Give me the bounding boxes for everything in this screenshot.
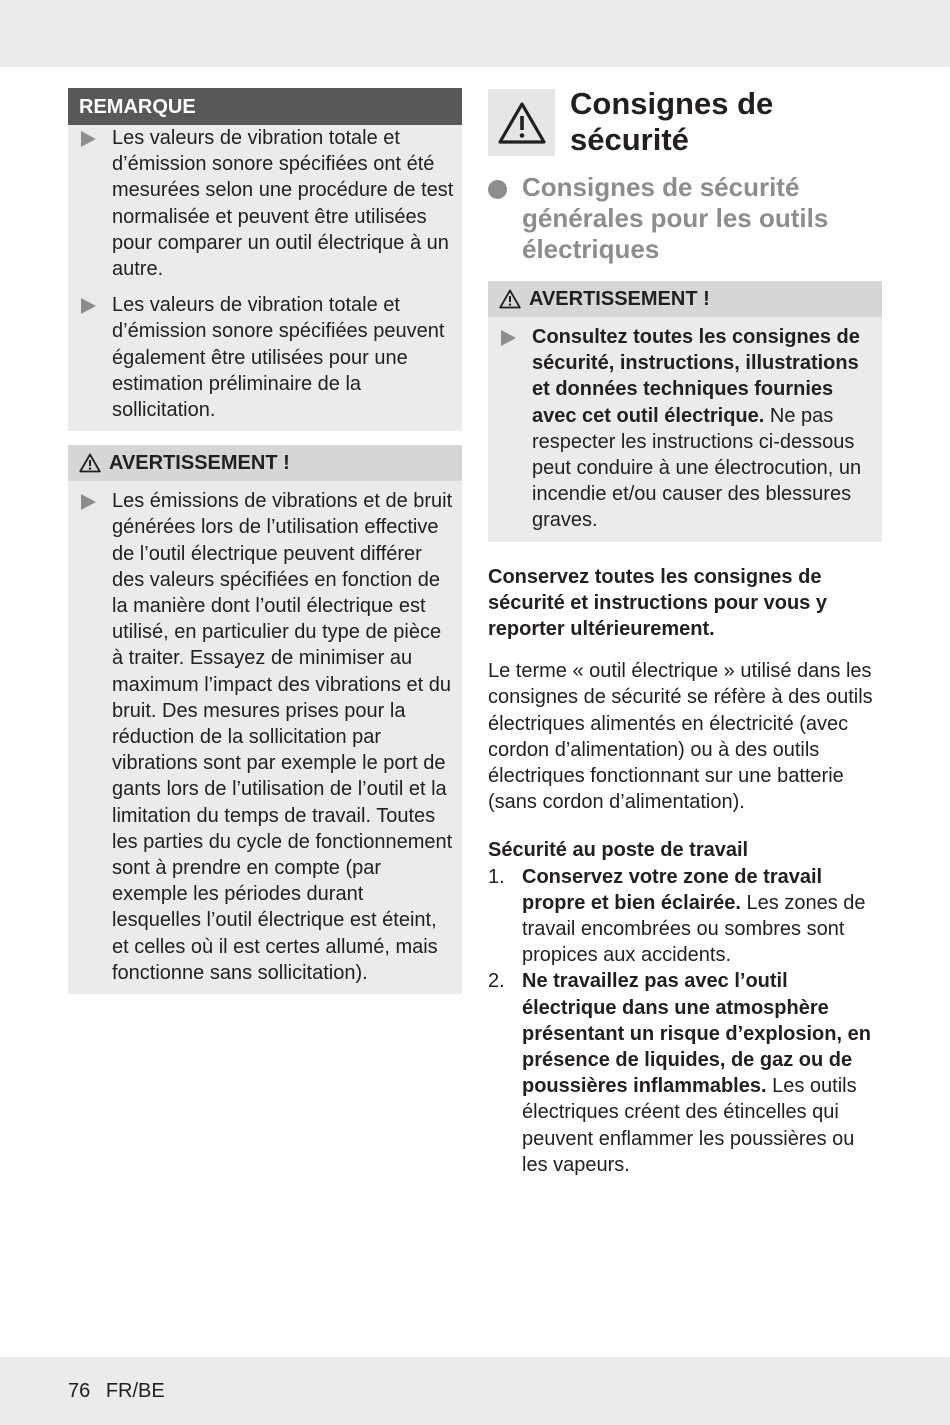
list-item-bold: Conservez votre zone de travail propre et bien éclairée. — [522, 865, 823, 914]
list-item — [488, 968, 882, 1178]
keep-instructions-notice: Conservez toutes les consignes de sécurité et instructions pour vous y reporter ultérieurement. — [488, 565, 827, 641]
list-item-bold: Ne travaillez pas avec l’outil électrique dans une atmosphère présentant un risque d’explosion, en présence de liquides, de gaz ou de poussières inflammables. — [522, 970, 871, 1098]
subtitle-row — [488, 172, 882, 265]
bullet-arrow-icon — [81, 131, 96, 147]
warning-header — [488, 281, 882, 317]
warning-header-text: AVERTISSEMENT ! — [529, 287, 710, 310]
warning-bold-text: Consultez toutes les consignes de sécurité, instructions, illustrations et données techniques fournies avec cet outil électrique. — [532, 326, 860, 427]
page-title: Consignes de sécurité — [570, 86, 774, 157]
list-item-text: Les zones de travail encombrées ou sombres sont propices aux accidents. — [522, 891, 866, 967]
title-icon-box — [488, 89, 555, 156]
warning-triangle-icon — [497, 101, 547, 145]
note-bullet — [68, 125, 462, 282]
bullet-arrow-icon — [501, 330, 516, 346]
warning-text: Ne pas respecter les instructions ci-dessous peut conduire à une électrocution, un incendie et/ou causer des blessures graves. — [532, 404, 862, 532]
warning-triangle-icon — [79, 453, 101, 473]
section-title-row — [488, 88, 882, 158]
locale-label: FR/BE — [105, 1380, 165, 1402]
warning-triangle-icon — [499, 289, 521, 309]
note-bullet — [68, 292, 462, 423]
subtitle: Consignes de sécurité générales pour les outils électriques — [522, 172, 829, 264]
definition-paragraph: Le terme « outil électrique » utilisé dans les consignes de sécurité se réfère à des outils électriques alimentés en électricité (avec cordon d’alimentation) ou à des outils électriques fonctionnant sur une batterie (sans cordon d’alimentation). — [488, 660, 873, 814]
warning-header-text: AVERTISSEMENT ! — [109, 451, 290, 474]
list-item — [488, 864, 882, 969]
footer — [68, 1380, 171, 1403]
list-item-number: 2. — [488, 970, 505, 993]
note-bullet-text: Les valeurs de vibration totale et d’émission sonore spécifiées peuvent également être utilisées pour une estimation préliminaire de la sollicitation. — [112, 294, 445, 422]
bullet-arrow-icon — [81, 298, 96, 314]
warning-bullet-text: Les émissions de vibrations et de bruit générées lors de l’utilisation effective de l’outil électrique peuvent différer des valeurs spécifiées en fonction de la manière dont l’outil électrique est utilisé, en particulier du type de pièce à traiter. Essayez de minimiser au maximum l’impact des vibrations et du bruit. Des mesures prises pour la réduction de la sollicitation par vibrations sont par exemple le port de gants lors de l’utilisation de l’outil et la limitation du temps de travail. Toutes les parties du cycle de fonctionnement sont à prendre en compte (par exemple les périodes durant lesquelles l’outil électrique est éteint, et celles où il est certes allumé, mais fonctionne sans sollicitation). — [112, 490, 453, 984]
warning-bullet — [68, 488, 462, 986]
list-item-number: 1. — [488, 865, 505, 888]
note-box — [68, 88, 462, 431]
page-number: 76 — [68, 1380, 91, 1402]
bullet-dot-icon — [488, 180, 507, 199]
top-band — [0, 0, 950, 67]
warning-box-right — [488, 281, 882, 542]
section-heading: Sécurité au poste de travail — [488, 839, 749, 862]
right-column — [488, 88, 882, 1178]
warning-bullet — [488, 324, 882, 534]
warning-box-left — [68, 445, 462, 994]
bullet-arrow-icon — [81, 494, 96, 510]
list-item-text: Les outils électriques créent des étincelles qui peuvent enflammer les poussières ou les vapeurs. — [522, 1075, 857, 1176]
note-header: REMARQUE — [68, 88, 462, 125]
note-bullet-text: Les valeurs de vibration totale et d’émission sonore spécifiées ont été mesurées selon une procédure de test normalisée et peuvent être utilisées pour comparer un outil électrique à un autre. — [112, 127, 454, 281]
left-column — [68, 88, 462, 994]
warning-header — [68, 445, 462, 481]
